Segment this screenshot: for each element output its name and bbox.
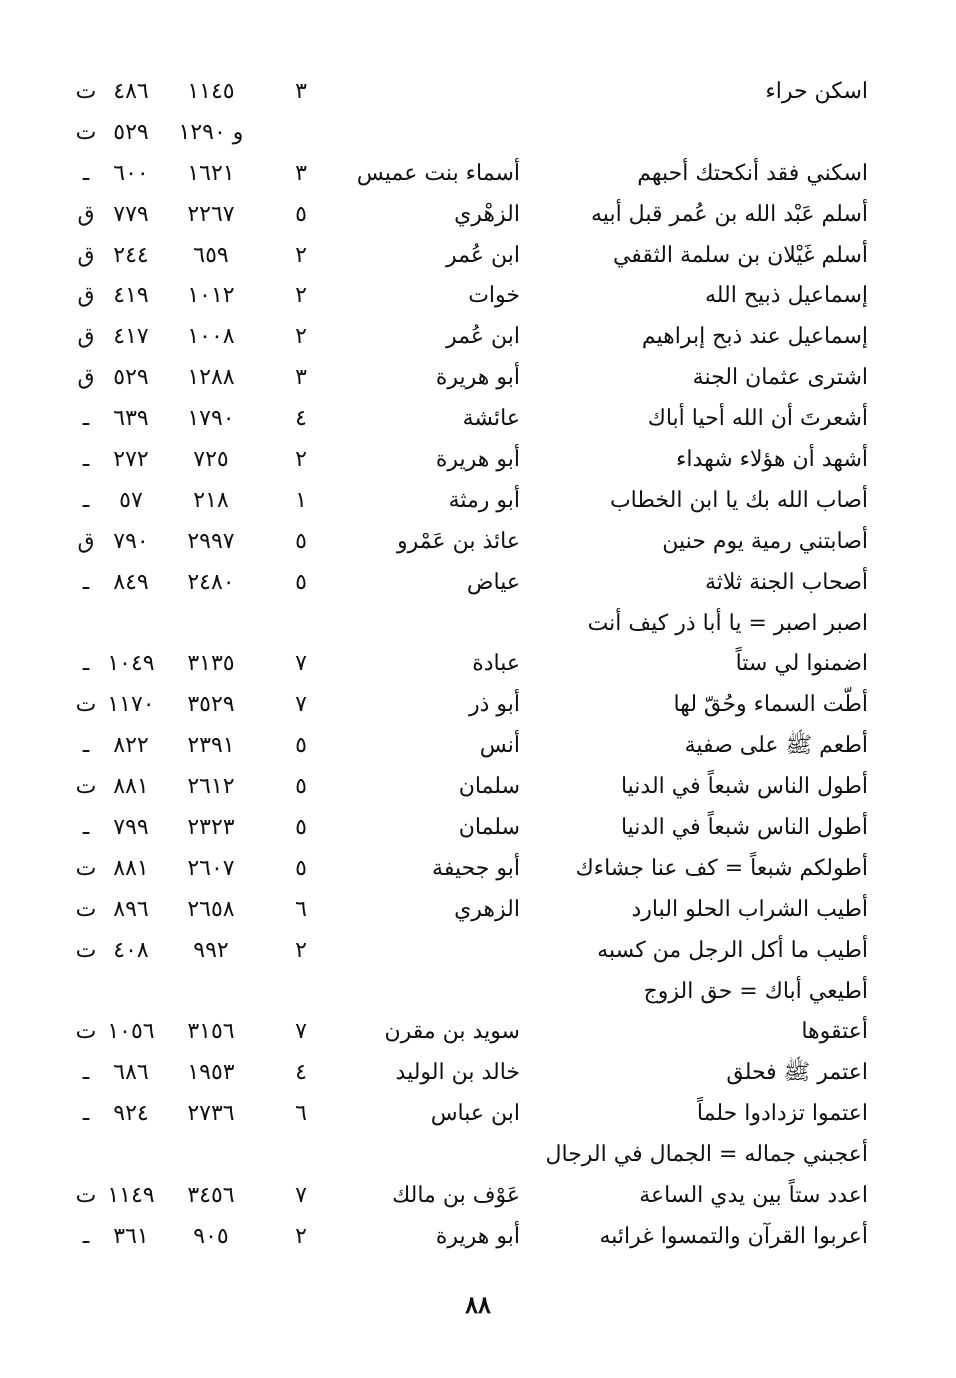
- volume-number: ٥: [295, 528, 307, 554]
- page-reference: ٨٩٦: [113, 896, 149, 922]
- hadith-number: ٢١٨: [193, 487, 229, 513]
- hadith-number: ١١٤٥: [187, 79, 235, 104]
- page-reference: ١١٧٠: [107, 692, 155, 718]
- volume-number: ٤: [295, 1060, 307, 1086]
- grade-code: ـ: [82, 569, 90, 595]
- hadith-number: ٢٢٦٧: [187, 201, 235, 227]
- hadith-number: ٩٠٥: [193, 1223, 229, 1249]
- hadith-number: ٣٤٥٦: [187, 1183, 235, 1209]
- narrator-name: أبو هريرة: [435, 365, 520, 391]
- volume-number: ٦: [295, 896, 307, 922]
- table-row: [0, 317, 956, 358]
- grade-code: ت: [75, 692, 97, 718]
- hadith-text: إسماعيل ذبيح الله: [704, 283, 868, 309]
- hadith-number: ٢٧٣٦: [187, 1101, 235, 1127]
- hadith-number: ١٩٥٣: [187, 1060, 235, 1086]
- narrator-name: الزهري: [454, 896, 520, 922]
- page-reference: ١٠٤٩: [107, 651, 155, 677]
- page-number: ٨٨: [465, 1290, 491, 1319]
- page-reference: ٤٠٨: [113, 937, 149, 963]
- hadith-text: أصابتني رمية يوم حنين: [662, 528, 868, 554]
- page-reference: ٦٠٠: [113, 160, 149, 186]
- hadith-number: ٢٦٥٨: [187, 896, 235, 922]
- hadith-number: ١٧٩٠: [187, 406, 235, 432]
- volume-number: ٣: [295, 79, 307, 104]
- hadith-number: ١٠٠٨: [187, 324, 235, 350]
- index-table: [0, 72, 956, 1258]
- grade-code: ت: [75, 937, 97, 963]
- narrator-name: عائشة: [462, 406, 520, 432]
- grade-code: ـ: [82, 447, 90, 473]
- page-reference: ٨٢٢: [113, 733, 149, 759]
- table-row: [0, 972, 956, 1013]
- table-row: [0, 440, 956, 481]
- narrator-name: خالد بن الوليد: [395, 1060, 520, 1086]
- grade-code: ت: [75, 79, 97, 104]
- volume-number: ١: [295, 487, 307, 513]
- hadith-number: ١٢٨٨: [187, 365, 235, 391]
- volume-number: ٥: [295, 569, 307, 595]
- grade-code: ـ: [82, 1060, 90, 1086]
- grade-code: ـ: [82, 487, 90, 513]
- narrator-name: خوات: [468, 283, 520, 309]
- volume-number: ٢: [295, 937, 307, 963]
- hadith-number: ٩٩٢: [193, 937, 229, 963]
- volume-number: ٥: [295, 201, 307, 227]
- page-reference: ١١٤٩: [107, 1183, 155, 1209]
- narrator-name: أبو ذر: [468, 692, 520, 718]
- hadith-text: اشترى عثمان الجنة: [692, 365, 868, 391]
- narrator-name: عائذ بن عَمْرو: [397, 528, 520, 554]
- table-row: [0, 195, 956, 236]
- table-row: [0, 481, 956, 522]
- hadith-text: أشعرتَ أن الله أحيا أباك: [647, 406, 868, 432]
- table-row: [0, 849, 956, 890]
- volume-number: ٧: [295, 1183, 307, 1209]
- narrator-name: أبو هريرة: [435, 447, 520, 473]
- hadith-number: ١٦٢١: [187, 160, 235, 186]
- hadith-text: اصبر اصبر = يا أبا ذر كيف أنت: [587, 610, 868, 636]
- narrator-name: أسماء بنت عميس: [356, 160, 520, 186]
- page-reference: ٤٨٦: [113, 79, 149, 104]
- grade-code: ـ: [82, 160, 90, 186]
- table-row: [0, 1135, 956, 1176]
- page-reference: ٧٩٠: [113, 528, 149, 554]
- table-row: [0, 1012, 956, 1053]
- hadith-text: أطّت السماء وحُقّ لها: [673, 692, 868, 718]
- grade-code: ـ: [82, 406, 90, 432]
- hadith-number: ٣١٥٦: [187, 1019, 235, 1045]
- volume-number: ٢: [295, 242, 307, 268]
- page-reference: ١٠٥٦: [107, 1019, 155, 1045]
- grade-code: ت: [75, 774, 97, 800]
- hadith-number: ٦٥٩: [193, 242, 229, 268]
- grade-code: ت: [75, 1019, 97, 1045]
- hadith-text: أعربوا القرآن والتمسوا غرائبه: [599, 1223, 868, 1249]
- volume-number: ٥: [295, 774, 307, 800]
- hadith-text: أطول الناس شبعاً في الدنيا: [620, 815, 868, 841]
- table-row: [0, 1176, 956, 1217]
- narrator-name: أبو جحيفة: [432, 855, 520, 881]
- volume-number: ٧: [295, 1019, 307, 1045]
- volume-number: ٢: [295, 447, 307, 473]
- page-reference: ٧٩٩: [113, 815, 149, 841]
- table-row: [0, 767, 956, 808]
- hadith-text: أعتقوها: [801, 1019, 868, 1045]
- hadith-text: اعتموا تزدادوا حلماً: [696, 1101, 868, 1127]
- page-reference: ٧٧٩: [113, 201, 149, 227]
- grade-code: ـ: [82, 733, 90, 759]
- volume-number: ٥: [295, 815, 307, 841]
- hadith-number: ٣٥٢٩: [187, 692, 235, 718]
- hadith-text: اعتمر ﷺ فحلق: [726, 1060, 868, 1086]
- narrator-name: عبادة: [472, 651, 520, 677]
- table-row: [0, 726, 956, 767]
- volume-number: ٥: [295, 733, 307, 759]
- grade-code: ـ: [82, 651, 90, 677]
- table-row: [0, 154, 956, 195]
- narrator-name: ابن عباس: [430, 1101, 520, 1127]
- narrator-name: سويد بن مقرن: [384, 1019, 520, 1045]
- hadith-text: أطيب ما أكل الرجل من كسبه: [597, 937, 868, 963]
- grade-code: ـ: [82, 1223, 90, 1249]
- page-reference: ٤١٩: [113, 283, 149, 309]
- page-reference: ٦٣٩: [113, 406, 149, 432]
- grade-code: ق: [77, 528, 95, 554]
- table-row: [0, 808, 956, 849]
- volume-number: ٤: [295, 406, 307, 432]
- table-row: [0, 931, 956, 972]
- hadith-number: و ١٢٩٠: [178, 119, 244, 145]
- grade-code: ـ: [82, 1101, 90, 1127]
- hadith-number: ٢٣٢٣: [187, 815, 235, 841]
- hadith-text: اسكني فقد أنكحتك أحبهم: [637, 160, 868, 186]
- hadith-text: أطعم ﷺ على صفية: [684, 733, 868, 759]
- page-reference: ٥٢٩: [113, 365, 149, 391]
- hadith-number: ٢٣٩١: [187, 733, 235, 759]
- hadith-number: ١٠١٢: [187, 283, 235, 309]
- hadith-text: أصاب الله بك يا ابن الخطاب: [609, 487, 868, 513]
- table-row: [0, 1217, 956, 1258]
- table-row: [0, 890, 956, 931]
- table-row: [0, 522, 956, 563]
- hadith-text: اضمنوا لي ستاً: [735, 651, 868, 677]
- page-reference: ٣٦١: [113, 1223, 149, 1249]
- hadith-text: اسكن حراء: [765, 79, 868, 104]
- grade-code: ت: [75, 1183, 97, 1209]
- hadith-text: أعجبني جماله = الجمال في الرجال: [545, 1142, 868, 1168]
- table-row: [0, 276, 956, 317]
- hadith-text: أسلم عَبْد الله بن عُمر قبل أبيه: [591, 201, 868, 227]
- page-reference: ٨٨١: [113, 855, 149, 881]
- grade-code: ت: [75, 855, 97, 881]
- page-reference: ٥٧: [119, 487, 143, 513]
- narrator-name: أبو رمثة: [448, 487, 520, 513]
- volume-number: ٧: [295, 651, 307, 677]
- hadith-number: ٢٦٠٧: [187, 855, 235, 881]
- hadith-text: أشهد أن هؤلاء شهداء: [676, 447, 868, 473]
- narrator-name: أبو هريرة: [435, 1223, 520, 1249]
- hadith-text: أطيعي أباك = حق الزوج: [643, 978, 868, 1004]
- page-reference: ٩٢٤: [113, 1101, 149, 1127]
- table-row: [0, 563, 956, 604]
- hadith-text: أسلم غَيْلان بن سلمة الثقفي: [612, 242, 868, 268]
- volume-number: ٦: [295, 1101, 307, 1127]
- hadith-number: ٢٤٨٠: [187, 569, 235, 595]
- volume-number: ٣: [295, 365, 307, 391]
- table-row: [0, 358, 956, 399]
- hadith-number: ٣١٣٥: [187, 651, 235, 677]
- narrator-name: ابن عُمر: [446, 242, 520, 268]
- table-row: [0, 644, 956, 685]
- hadith-text: أطيب الشراب الحلو البارد: [631, 896, 868, 922]
- narrator-name: ابن عُمر: [446, 324, 520, 350]
- page-reference: ٥٢٩: [113, 119, 149, 145]
- volume-number: ٣: [295, 160, 307, 186]
- volume-number: ٢: [295, 283, 307, 309]
- grade-code: ق: [77, 201, 95, 227]
- hadith-text: أطول الناس شبعاً في الدنيا: [620, 774, 868, 800]
- volume-number: ٥: [295, 855, 307, 881]
- page-reference: ٢٧٢: [113, 447, 149, 473]
- narrator-name: سلمان: [458, 815, 520, 841]
- table-row: [0, 685, 956, 726]
- page-reference: ٦٨٦: [113, 1060, 149, 1086]
- grade-code: ق: [77, 242, 95, 268]
- grade-code: ـ: [82, 815, 90, 841]
- table-row: [0, 1094, 956, 1135]
- hadith-number: ٧٢٥: [193, 447, 229, 473]
- grade-code: ت: [75, 119, 97, 145]
- grade-code: ق: [77, 324, 95, 350]
- narrator-name: الزهْري: [454, 201, 520, 227]
- page-reference: ٤١٧: [113, 324, 149, 350]
- page-reference: ٨٨١: [113, 774, 149, 800]
- table-row: [0, 1053, 956, 1094]
- grade-code: ق: [77, 283, 95, 309]
- hadith-text: أطولكم شبعاً = كف عنا جشاءك: [575, 855, 868, 881]
- grade-code: ق: [77, 365, 95, 391]
- hadith-text: إسماعيل عند ذبح إبراهيم: [641, 324, 868, 350]
- narrator-name: سلمان: [458, 774, 520, 800]
- volume-number: ٢: [295, 324, 307, 350]
- table-row: [0, 113, 956, 154]
- narrator-name: عَوْف بن مالك: [392, 1183, 520, 1209]
- narrator-name: أنس: [479, 733, 520, 759]
- page-reference: ٨٤٩: [113, 569, 149, 595]
- hadith-text: أصحاب الجنة ثلاثة: [704, 569, 868, 595]
- volume-number: ٢: [295, 1223, 307, 1249]
- grade-code: ت: [75, 896, 97, 922]
- table-row: [0, 604, 956, 645]
- table-row: [0, 399, 956, 440]
- hadith-number: ٢٦١٢: [187, 774, 235, 800]
- table-row: [0, 72, 956, 113]
- page-reference: ٢٤٤: [113, 242, 149, 268]
- table-row: [0, 236, 956, 277]
- volume-number: ٧: [295, 692, 307, 718]
- hadith-number: ٢٩٩٧: [187, 528, 235, 554]
- hadith-text: اعدد ستاً بين يدي الساعة: [639, 1183, 868, 1209]
- narrator-name: عياض: [466, 569, 520, 595]
